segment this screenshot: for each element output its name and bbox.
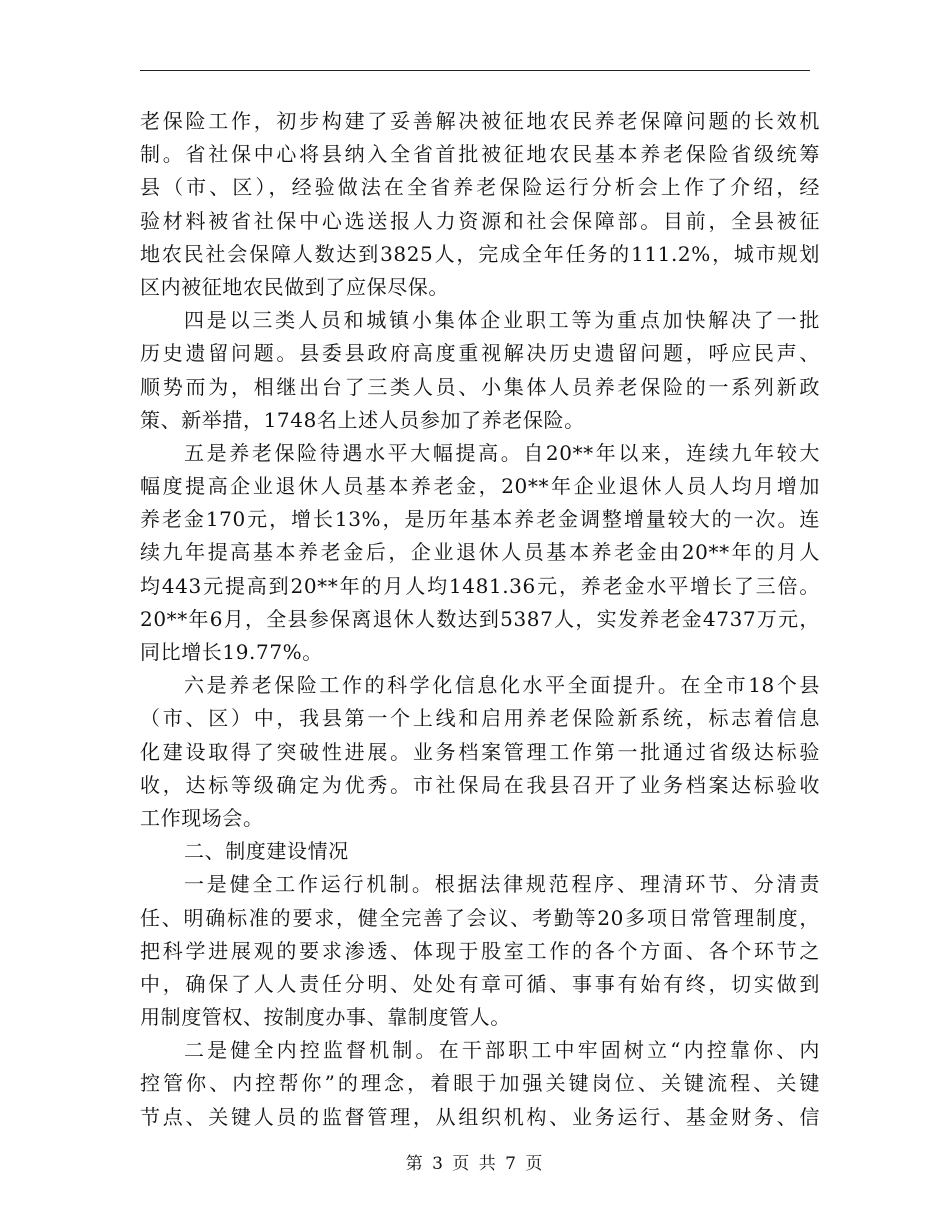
text-line: 均443元提高到20**年的月人均1481.36元，养老金水平增长了三倍。 [140,573,820,598]
text-line: 老保险工作，初步构建了妥善解决被征地农民养老保障问题的长效机 [140,109,820,133]
paragraph-start-line: 五是养老保险待遇水平大幅提高。自20**年以来，连续九年较大 [184,440,820,465]
text-line: 用制度管权、按制度办事、靠制度管人。 [140,1005,511,1030]
document-body [140,105,820,1134]
text-line: 历史遗留问题。县委县政府高度重视解决历史遗留问题，呼应民声、 [140,341,820,366]
text-line: 同比增长19.77%。 [140,640,323,664]
text-line: 策、新举措，1748名上述人员参加了养老保险。 [140,407,585,432]
text-line: 工作现场会。 [140,805,264,830]
text-line: 幅度提高企业退休人员基本养老金，20**年企业退休人员人均月增加 [140,474,820,499]
text-line: （市、区）中，我县第一个上线和启用养老保险新系统，标志着信息 [140,706,820,731]
text-line: 化建设取得了突破性进展。业务档案管理工作第一批通过省级达标验 [140,739,820,764]
text-line: 任、明确标准的要求，健全完善了会议、考勤等20多项日常管理制度， [140,905,820,930]
text-line: 把科学进展观的要求渗透、体现于股室工作的各个方面、各个环节之 [140,938,820,963]
text-line: 收，达标等级确定为优秀。市社保局在我县召开了业务档案达标验收 [140,772,820,797]
text-line: 地农民社会保障人数达到3825人，完成全年任务的111.2%，城市规划 [140,241,820,266]
header-rule [140,70,810,71]
text-line: 养老金170元，增长13%，是历年基本养老金调整增量较大的一次。连 [140,507,820,532]
text-line: 制。省社保中心将县纳入全省首批被征地农民基本养老保险省级统筹 [140,142,820,167]
paragraph-start-line: 二是健全内控监督机制。在干部职工中牢固树立“内控靠你、内 [184,1038,820,1063]
section-heading: 二、制度建设情况 [184,839,349,864]
text-line: 节点、关键人员的监督管理，从组织机构、业务运行、基金财务、信 [140,1104,820,1129]
paragraph-start-line: 一是健全工作运行机制。根据法律规范程序、理清环节、分清责 [184,872,820,897]
text-line: 验材料被省社保中心选送报人力资源和社会保障部。目前，全县被征 [140,208,820,233]
text-line: 区内被征地农民做到了应保尽保。 [140,274,449,299]
text-line: 续九年提高基本养老金后，企业退休人员基本养老金由20**年的月人 [140,540,820,565]
text-line: 20**年6月，全县参保离退休人数达到5387人，实发养老金4737万元， [140,606,820,631]
text-line: 顺势而为，相继出台了三类人员、小集体人员养老保险的一系列新政 [140,374,820,399]
paragraph-start-line: 六是养老保险工作的科学化信息化水平全面提升。在全市18个县 [184,673,820,698]
text-line: 县（市、区），经验做法在全省养老保险运行分析会上作了介绍，经 [140,175,820,200]
text-line: 中，确保了人人责任分明、处处有章可循、事事有始有终，切实做到 [140,971,820,996]
page-number-footer: 第 3 页 共 7 页 [405,1154,545,1174]
text-line: 控管你、内控帮你”的理念，着眼于加强关键岗位、关键流程、关键 [140,1071,820,1096]
paragraph-start-line: 四是以三类人员和城镇小集体企业职工等为重点加快解决了一批 [184,308,820,333]
